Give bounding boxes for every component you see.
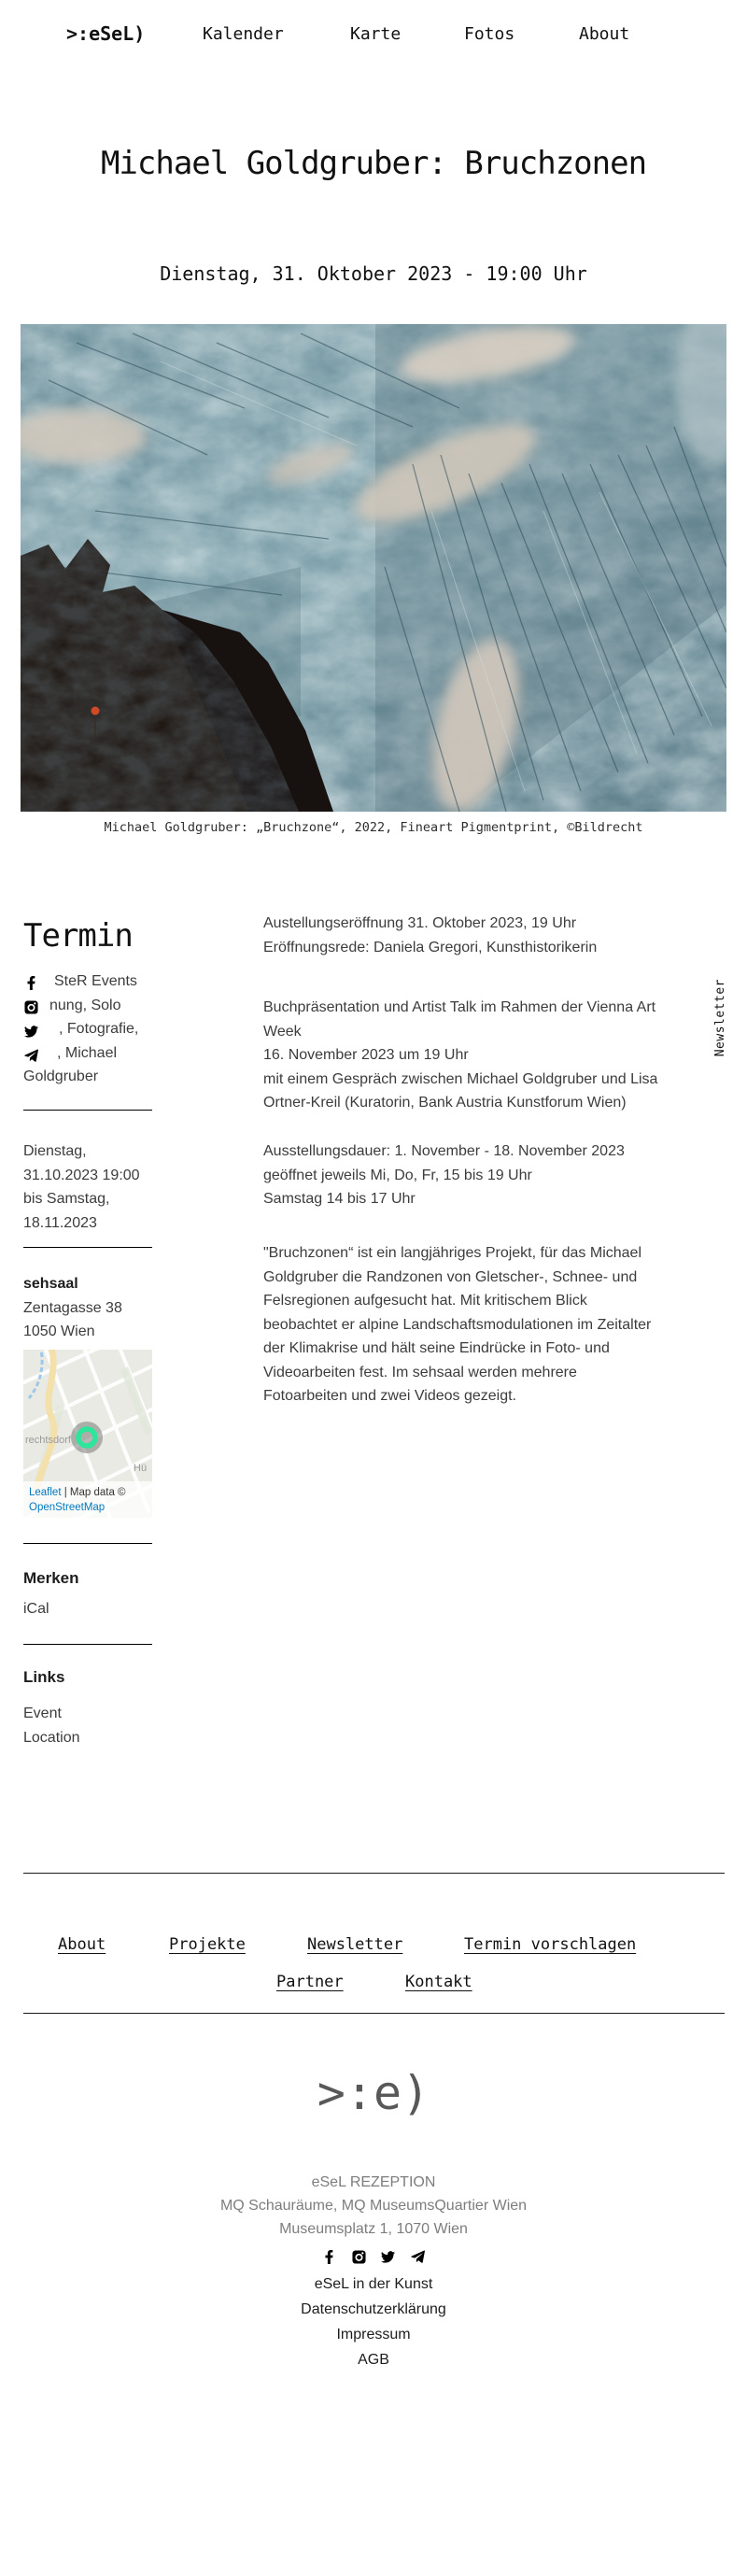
footer-nav-termin-vorschlagen[interactable]: Termin vorschlagen bbox=[464, 1935, 637, 1954]
esel-logo[interactable]: >:eSeL) bbox=[66, 22, 146, 45]
sidebar-divider bbox=[23, 1644, 152, 1645]
venue-street: Zentagasse 38 bbox=[23, 1299, 122, 1316]
footer-nav-about[interactable]: About bbox=[58, 1935, 106, 1954]
footer-org: eSeL REZEPTION bbox=[311, 2174, 436, 2190]
footer-link-impressum[interactable]: Impressum bbox=[336, 2327, 411, 2342]
newsletter-tab-label: Newsletter bbox=[713, 979, 727, 1057]
red-dot-figure bbox=[92, 707, 100, 715]
footer-link-esel-in-der-kunst[interactable]: eSeL in der Kunst bbox=[314, 2276, 433, 2292]
facebook-icon[interactable] bbox=[24, 976, 38, 990]
map-tiles bbox=[23, 1350, 152, 1518]
event-date-range: Dienstag, 31.10.2023 19:00 bis Samstag, 18.11.2023 bbox=[23, 1143, 140, 1231]
twitter-icon[interactable] bbox=[381, 2250, 395, 2264]
venue-name[interactable]: sehsaal bbox=[23, 1276, 78, 1292]
footer-link-agb[interactable]: AGB bbox=[358, 2352, 389, 2368]
paragraph-exhibition-duration: Ausstellungsdauer: 1. November - 18. November 2023 geöffnet jeweils Mi, Do, Fr, 15 bis 19 Uhr Samstag 14 bis 17 Uhr bbox=[263, 1143, 625, 1207]
nav-item-fotos[interactable]: Fotos bbox=[464, 24, 515, 44]
footer-social-row bbox=[0, 2249, 747, 2266]
footer-nav-projekte[interactable]: Projekte bbox=[169, 1935, 246, 1954]
telegram-icon[interactable] bbox=[24, 1049, 38, 1063]
footer-nav-newsletter[interactable]: Newsletter bbox=[307, 1935, 403, 1954]
location-map[interactable] bbox=[23, 1350, 152, 1518]
top-navigation bbox=[0, 22, 747, 47]
sidebar-divider bbox=[23, 1247, 152, 1248]
footer-rule-bottom bbox=[23, 2013, 725, 2014]
instagram-icon[interactable] bbox=[24, 1000, 38, 1014]
ical-link[interactable]: iCal bbox=[23, 1601, 49, 1617]
leaflet-link[interactable]: Leaflet bbox=[29, 1487, 62, 1498]
image-caption: Michael Goldgruber: „Bruchzone“, 2022, Fineart Pigmentprint, ©Bildrecht bbox=[104, 820, 643, 835]
map-marker-halo bbox=[71, 1422, 103, 1453]
venue-address bbox=[23, 1272, 163, 1344]
openstreetmap-link[interactable]: OpenStreetMap bbox=[29, 1502, 106, 1513]
termin-heading: Termin bbox=[23, 917, 133, 955]
links-heading: Links bbox=[23, 1668, 65, 1686]
sidebar-divider bbox=[23, 1110, 152, 1111]
map-street-label-right: Hü bbox=[134, 1463, 148, 1474]
event-tags[interactable]: SteR Events nung, Solo , Fotografie, , Michael Goldgruber bbox=[23, 973, 139, 1084]
telegram-icon[interactable] bbox=[411, 2250, 425, 2264]
instagram-icon[interactable] bbox=[352, 2250, 366, 2264]
merken-heading: Merken bbox=[23, 1569, 79, 1587]
venue-city: 1050 Wien bbox=[23, 1323, 95, 1339]
page-title: Michael Goldgruber: Bruchzonen bbox=[100, 145, 647, 182]
map-street-label-left: rechtsdorf bbox=[25, 1435, 71, 1446]
paragraph-book-presentation: Buchpräsentation und Artist Talk im Rahmen der Vienna Art Week 16. November 2023 um 19 Uhr mit einem Gespräch zwischen Michael Goldgruber und Lisa Ortner-Kreil (Kuratorin, Bank Austria Kunstforum Wien) bbox=[263, 999, 658, 1111]
footer-nav-kontakt[interactable]: Kontakt bbox=[405, 1973, 472, 1991]
paragraph-opening: Austellungseröffnung 31. Oktober 2023, 19 Uhr Eröffnungsrede: Daniela Gregori, Kunsthistorikerin bbox=[263, 915, 598, 955]
nav-item-kalender[interactable]: Kalender bbox=[203, 24, 284, 44]
facebook-icon[interactable] bbox=[322, 2250, 336, 2264]
twitter-icon[interactable] bbox=[24, 1025, 38, 1039]
footer-esel-logo[interactable]: >:e) bbox=[317, 2066, 430, 2120]
footer-rule-top bbox=[23, 1873, 725, 1874]
glacier-artwork bbox=[21, 324, 726, 812]
nav-item-about[interactable]: About bbox=[579, 24, 630, 44]
paragraph-description: "Bruchzonen“ ist ein langjähriges Projekt, für das Michael Goldgruber die Randzonen von Gletscher-, Schnee- und Felsregionen aufgesucht hat. Mit kritischem Blick beobachtet er alpine Landschaftsmodulationen im Zeitalter der Klimakrise und hält seine Eindrücke in Foto- und Videoarbeiten fest. Im sehsaal werden mehrere Fotoarbeiten und zwei Videos gezeigt. bbox=[263, 1245, 652, 1404]
map-attribution-text: | Map data © bbox=[61, 1487, 126, 1498]
footer-address-line1: MQ Schauräume, MQ MuseumsQuartier Wien bbox=[219, 2198, 528, 2214]
footer-address-line2: Museumsplatz 1, 1070 Wien bbox=[279, 2221, 468, 2237]
footer-link-datenschutz[interactable]: Datenschutzerklärung bbox=[301, 2301, 446, 2317]
footer-nav-partner[interactable]: Partner bbox=[276, 1973, 344, 1991]
event-datetime: Dienstag, 31. Oktober 2023 - 19:00 Uhr bbox=[160, 262, 587, 285]
event-hero-image bbox=[21, 324, 726, 812]
svg-text:Leaflet | Map data © bbox=[29, 1487, 126, 1498]
sidebar-divider bbox=[23, 1543, 152, 1544]
event-location-link[interactable]: Event Location bbox=[23, 1706, 80, 1746]
nav-item-karte[interactable]: Karte bbox=[350, 24, 402, 44]
